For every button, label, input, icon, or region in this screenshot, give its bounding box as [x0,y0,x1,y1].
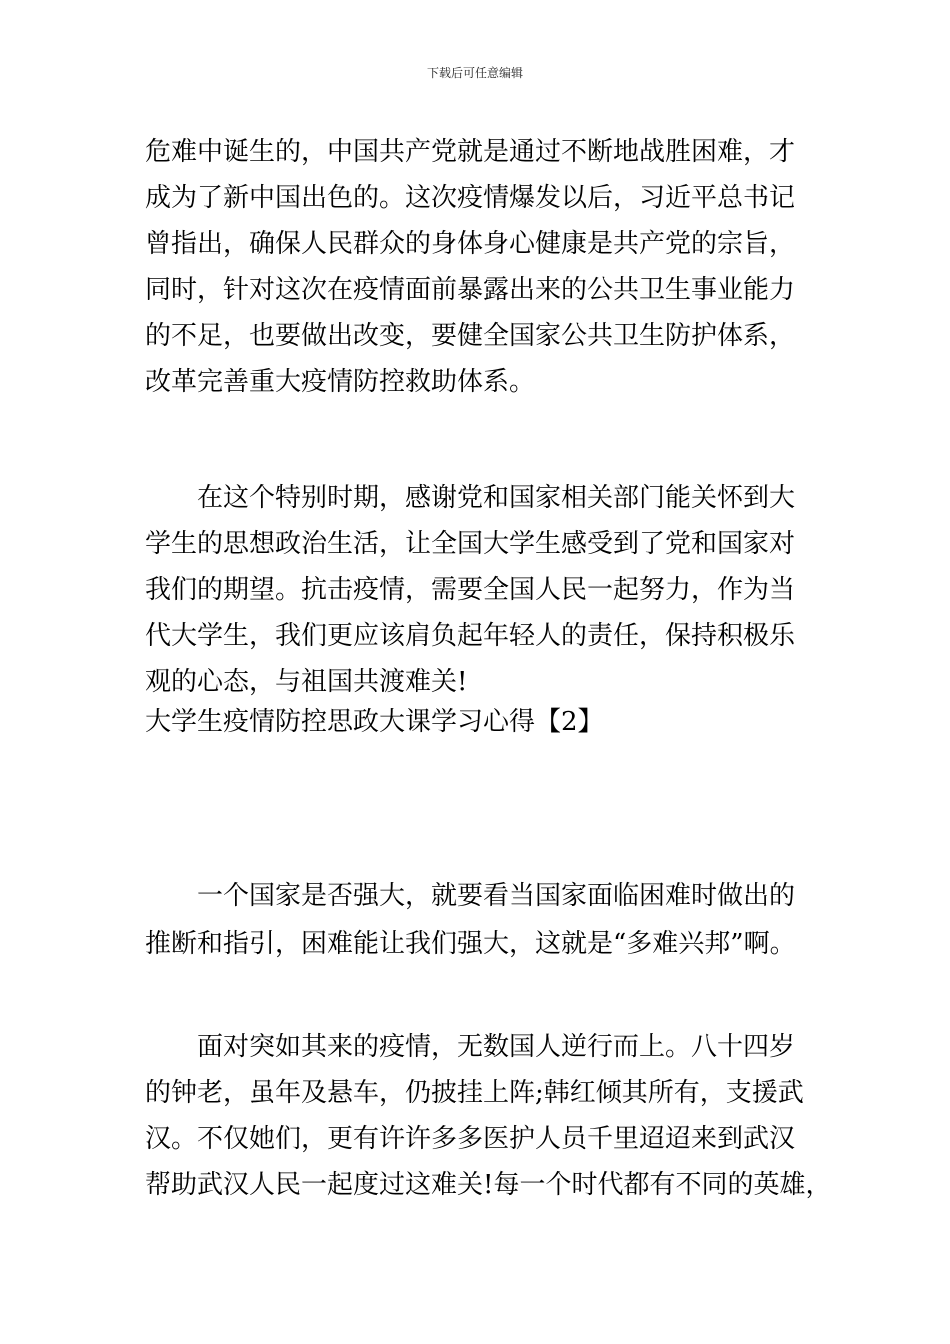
text-line: 的不足，也要做出改变，要健全国家公共卫生防护体系， [145,321,796,351]
page-header: 下载后可任意编辑 [426,66,523,80]
text-line: 代大学生，我们更应该肩负起年轻人的责任，保持积极乐 [145,621,796,651]
text-line: 学生的思想政治生活，让全国大学生感受到了党和国家对 [145,529,796,559]
text-line: 成为了新中国出色的。这次疫情爆发以后，习近平总书记 [145,183,796,213]
section-heading: 大学生疫情防控思政大课学习心得【2】 [145,707,604,737]
text-line: 一个国家是否强大，就要看当国家面临困难时做出的 [197,881,796,911]
text-line: 在这个特别时期，感谢党和国家相关部门能关怀到大 [197,483,796,513]
text-line: 危难中诞生的，中国共产党就是通过不断地战胜困难，才 [145,137,796,167]
text-line: 同时，针对这次在疫情面前暴露出来的公共卫生事业能力 [145,275,796,305]
text-line: 汉。不仅她们，更有许许多多医护人员千里迢迢来到武汉 [145,1124,796,1154]
text-line: 面对突如其来的疫情，无数国人逆行而上。八十四岁 [197,1032,796,1062]
text-line: 推断和指引，困难能让我们强大，这就是“多难兴邦”啊。 [145,929,796,959]
text-line: 改革完善重大疫情防控救助体系。 [145,367,536,397]
text-line: 帮助武汉人民一起度过这难关!每一个时代都有不同的英雄， [145,1170,832,1200]
text-line: 我们的期望。抗击疫情，需要全国人民一起努力，作为当 [145,575,796,605]
text-line: 的钟老，虽年及悬车，仍披挂上阵;韩红倾其所有，支援武 [145,1078,804,1108]
text-line: 观的心态，与祖国共渡难关! [145,667,468,697]
text-line: 曾指出，确保人民群众的身体身心健康是共产党的宗旨， [145,229,796,259]
